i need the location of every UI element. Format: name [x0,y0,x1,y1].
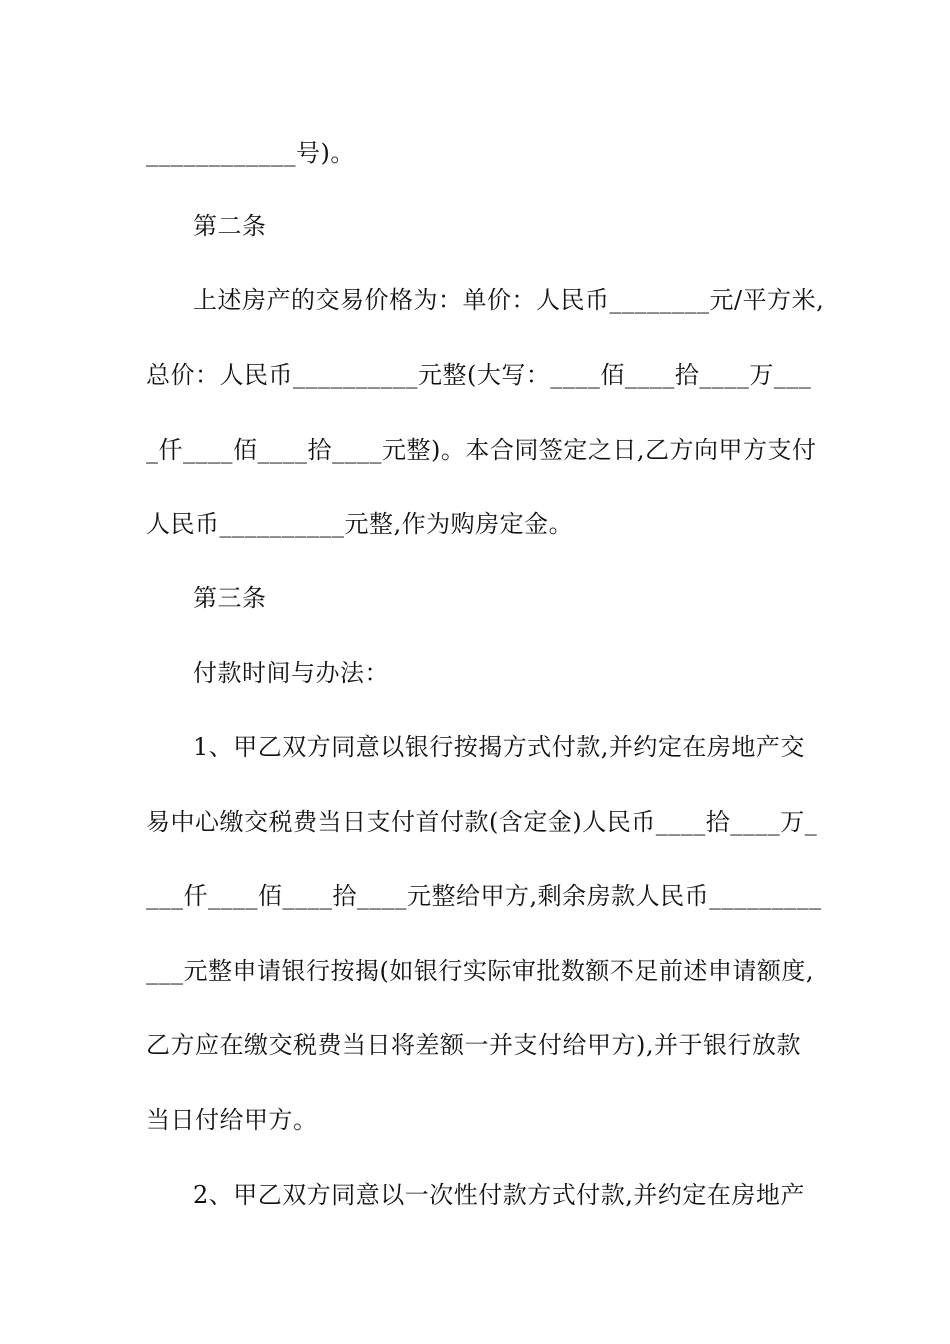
text-line-9: 1、甲乙双方同意以银行按揭方式付款,并约定在房地产交 [193,733,805,761]
text-line-14: 当日付给甲方。 [146,1106,318,1134]
article-heading-3: 第三条 [193,584,267,612]
text-line-13: 乙方应在缴交税费当日将差额一并支付给甲方),并于银行放款 [146,1031,801,1059]
text-line-15: 2、甲乙双方同意以一次性付款方式付款,并约定在房地产 [193,1181,805,1209]
text-line-11: ___仟____佰____拾____元整给甲方,剩余房款人民币_________ [146,882,822,910]
text-line-3: 上述房产的交易价格为：单价：人民币________元/平方米, [193,286,825,314]
text-line-1: ____________号)。 [146,139,355,167]
text-line-5: _仟____佰____拾____元整)。本合同签定之日,乙方向甲方支付 [146,436,817,464]
text-line-8: 付款时间与办法： [193,659,389,687]
text-line-10: 易中心缴交税费当日支付首付款(含定金)人民币____拾____万_ [146,808,818,836]
article-heading-2: 第二条 [193,212,267,240]
text-line-12: ___元整申请银行按揭(如银行实际审批数额不足前述申请额度, [146,957,814,985]
text-line-6: 人民币__________元整,作为购房定金。 [146,510,574,538]
text-line-4: 总价：人民币__________元整(大写：____佰____拾____万___ [146,361,812,389]
